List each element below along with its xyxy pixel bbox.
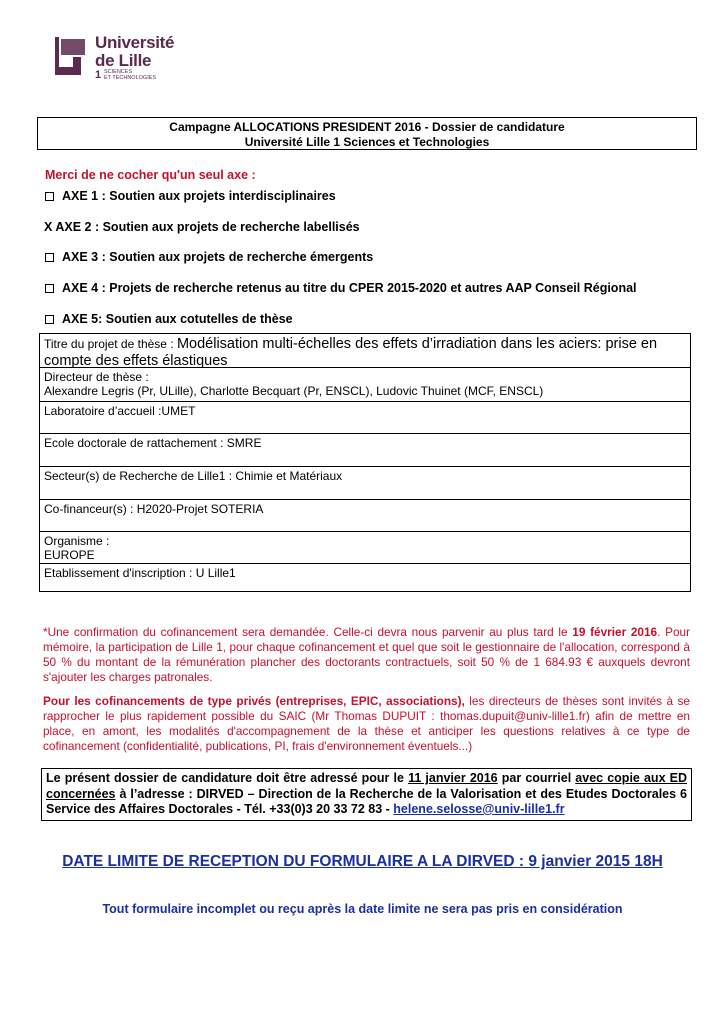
organisation-value: EUROPE bbox=[44, 548, 95, 562]
axis-label-4: AXE 4 : Projets de recherche retenus au titre du CPER 2015-2020 et autres AAP Conseil Régional bbox=[62, 281, 637, 295]
campaign-title: Campagne ALLOCATIONS PRESIDENT 2016 - Dossier de candidature bbox=[169, 120, 565, 134]
application-form-table bbox=[39, 333, 691, 592]
research-sector-value: Secteur(s) de Recherche de Lille1 : Chimie et Matériaux bbox=[44, 469, 343, 483]
field-organisation[interactable] bbox=[40, 532, 690, 564]
laboratory-value: Laboratoire d’accueil :UMET bbox=[44, 404, 196, 418]
logo-number: 1 bbox=[95, 69, 102, 81]
submission-text-2: par courriel bbox=[497, 771, 576, 785]
field-enrolment-institution[interactable] bbox=[40, 564, 690, 590]
field-laboratory[interactable] bbox=[40, 402, 690, 434]
university-name: Université Lille 1 Sciences et Technologies bbox=[244, 135, 490, 149]
university-logo bbox=[51, 33, 181, 83]
logo-subtitle-sciences: SCIENCES bbox=[104, 69, 133, 75]
checkbox-axe-3[interactable] bbox=[45, 253, 54, 262]
submission-text-3: à l’adresse : DIRVED – Direction de la Recherche de la Valorisation et des Etudes Doctorales 6 Service des Affaires Doctorales - Tél. +33(0)3 20 33 72 83 - bbox=[46, 786, 687, 816]
axis-label-2: AXE 2 : Soutien aux projets de recherche labellisés bbox=[55, 220, 360, 234]
thesis-title-label: Titre du projet de thèse : bbox=[44, 337, 177, 351]
field-thesis-director[interactable] bbox=[40, 368, 690, 402]
note2-text: les directeurs de thèses sont invités à se rapprocher le plus rapidement possible du SAIC (Mr Thomas DUPUIT : thomas.dupuit@univ-lille1.fr) afin de mettre en place, en amont, les modalités d'accompagnement de la thèse et anticiper les questions relatives à ce type de cofinancement (confidentialité, publications, PI, frais d'environnement éventuels...) bbox=[43, 694, 690, 753]
note2-bold: Pour les cofinancements de type privés (entreprises, EPIC, associations), bbox=[43, 694, 465, 708]
axis-option-4[interactable] bbox=[44, 281, 637, 295]
logo-text-universite: Université bbox=[95, 33, 175, 52]
university-logo-mark-icon bbox=[51, 37, 88, 79]
contact-email-link[interactable]: helene.selosse@univ-lille1.fr bbox=[393, 802, 565, 816]
axis-option-1[interactable] bbox=[44, 189, 336, 203]
checkbox-axe-4[interactable] bbox=[45, 284, 54, 293]
submission-date: 11 janvier 2016 bbox=[408, 771, 498, 785]
cofunding-confirmation-note bbox=[43, 625, 690, 685]
checkbox-axe-1[interactable] bbox=[45, 192, 54, 201]
field-thesis-title[interactable] bbox=[40, 334, 690, 368]
note1-text-end: . Pour mémoire, la participation de Lille 1, pour chaque cofinancement et quel que soit le gestionnaire de l'allocation, correspond à 50 % du montant de la rémunération plancher des doctorants contractuels, soit 50 % de 1 684.93 € auxquels devront s'ajouter les charges patronales. bbox=[43, 625, 690, 684]
submission-text-1: Le présent dossier de candidature doit être adressé pour le bbox=[46, 771, 409, 785]
private-cofunding-note bbox=[43, 694, 690, 754]
organisation-label: Organisme : bbox=[44, 534, 110, 548]
axis-label-5: AXE 5: Soutien aux cotutelles de thèse bbox=[62, 312, 293, 326]
checked-mark-axe-2[interactable]: X bbox=[44, 220, 53, 234]
thesis-title-value: Modélisation multi-échelles des effets d’irradiation dans les aciers: prise en compte des effets élastiques bbox=[44, 336, 658, 369]
logo-text-de-lille: de Lille bbox=[95, 51, 152, 70]
axis-option-5[interactable] bbox=[44, 312, 293, 326]
logo-subtitle-technologies: ET TECHNOLOGIES bbox=[104, 75, 157, 81]
submission-copy-note: avec copie aux ED concernées bbox=[46, 771, 687, 801]
checkbox-axe-5[interactable] bbox=[45, 315, 54, 324]
campaign-header bbox=[37, 117, 697, 150]
thesis-director-label: Directeur de thèse : bbox=[44, 370, 149, 384]
axis-instruction: Merci de ne cocher qu'un seul axe : bbox=[45, 168, 256, 182]
doctoral-school-value: Ecole doctorale de rattachement : SMRE bbox=[44, 436, 262, 450]
incomplete-form-notice: Tout formulaire incomplet ou reçu après la date limite ne sera pas pris en considération bbox=[102, 902, 623, 916]
axis-label-1: AXE 1 : Soutien aux projets interdisciplinaires bbox=[62, 189, 336, 203]
axis-option-3[interactable] bbox=[44, 250, 373, 264]
field-doctoral-school[interactable] bbox=[40, 434, 690, 467]
axis-option-2[interactable] bbox=[44, 220, 360, 234]
enrolment-institution-value: Etablissement d'inscription : U Lille1 bbox=[44, 566, 236, 580]
submission-instructions bbox=[41, 768, 692, 821]
note1-date: 19 février 2016 bbox=[572, 625, 658, 639]
thesis-director-value: Alexandre Legris (Pr, ULille), Charlotte Becquart (Pr, ENSCL), Ludovic Thuinet (MCF, ENSCL) bbox=[44, 384, 544, 398]
field-cofunder[interactable] bbox=[40, 500, 690, 532]
submission-deadline: DATE LIMITE DE RECEPTION DU FORMULAIRE A LA DIRVED : 9 janvier 2015 18H bbox=[62, 853, 663, 870]
cofunder-value: Co-financeur(s) : H2020-Projet SOTERIA bbox=[44, 502, 264, 516]
axis-label-3: AXE 3 : Soutien aux projets de recherche émergents bbox=[62, 250, 374, 264]
note1-text-start: *Une confirmation du cofinancement sera demandée. Celle-ci devra nous parvenir au plus tard le bbox=[43, 625, 573, 639]
field-research-sector[interactable] bbox=[40, 467, 690, 500]
